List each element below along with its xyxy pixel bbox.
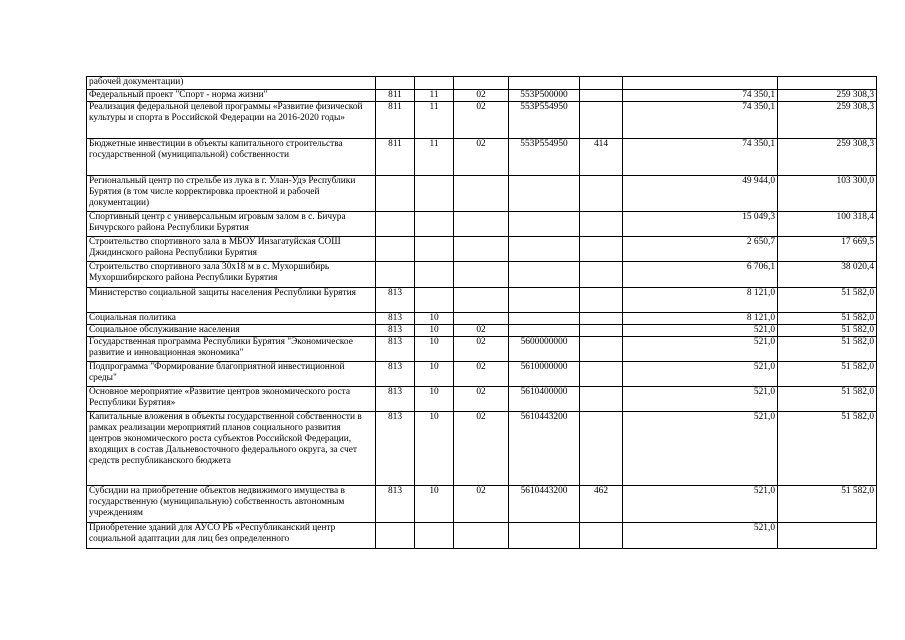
row-name-cell: Социальная политика [87,313,376,325]
table-row [87,139,877,176]
table-row [87,362,877,387]
subsection-cell [454,288,509,313]
amount-2020-cell: 521,0 [623,387,778,412]
ministry-code-cell: 811 [376,139,415,176]
row-name-cell: Приобретение зданий для АУСО РБ «Республиканский центр социальной адаптации для лиц без определенного [87,523,376,549]
expense-type-cell [580,237,623,262]
table-row [87,486,877,523]
ministry-code-cell: 811 [376,90,415,102]
subsection-cell: 02 [454,387,509,412]
ministry-code-cell [376,523,415,549]
expense-type-cell: 462 [580,486,623,523]
section-cell [415,288,454,313]
expense-type-cell [580,77,623,90]
subsection-cell: 02 [454,102,509,139]
amount-2020-cell: 521,0 [623,325,778,337]
target-article-cell: 5610443200 [509,486,580,523]
ministry-code-cell [376,212,415,237]
section-cell [415,77,454,90]
amount-2020-cell: 8 121,0 [623,288,778,313]
ministry-code-cell [376,262,415,288]
table-row [87,212,877,237]
ministry-code-cell: 813 [376,288,415,313]
target-article-cell: 5610000000 [509,362,580,387]
amount-2021-cell: 100 318,4 [778,212,877,237]
ministry-code-cell [376,77,415,90]
row-name-cell: Субсидии на приобретение объектов недвижимого имущества в государственную (муниципальную) собственность автономным учреждениям [87,486,376,523]
amount-2020-cell: 6 706,1 [623,262,778,288]
expense-type-cell [580,176,623,212]
target-article-cell: 553P500000 [509,90,580,102]
table-row [87,237,877,262]
ministry-code-cell: 813 [376,412,415,486]
expense-type-cell [580,90,623,102]
subsection-cell [454,212,509,237]
row-name-cell: Бюджетные инвестиции в объекты капитального строительства государственной (муниципальной) собственности [87,139,376,176]
amount-2021-cell: 51 582,0 [778,486,877,523]
table-row [87,288,877,313]
row-name-cell: рабочей документации) [87,77,376,90]
ministry-code-cell: 813 [376,337,415,362]
expense-type-cell [580,362,623,387]
target-article-cell: 5610400000 [509,387,580,412]
ministry-code-cell: 811 [376,102,415,139]
ministry-code-cell: 813 [376,362,415,387]
row-name-cell: Реализация федеральной целевой программы «Развитие физической культуры и спорта в Российской Федерации на 2016-2020 годы» [87,102,376,139]
amount-2020-cell: 49 944,0 [623,176,778,212]
budget-table [86,76,877,549]
row-name-cell: Подпрограмма "Формирование благоприятной инвестиционной среды" [87,362,376,387]
table-row [87,523,877,549]
section-cell: 10 [415,486,454,523]
section-cell [415,262,454,288]
target-article-cell: 553P554950 [509,139,580,176]
budget-table-body [87,77,877,549]
row-name-cell: Федеральный проект "Спорт - норма жизни" [87,90,376,102]
subsection-cell [454,176,509,212]
row-name-cell: Региональный центр по стрельбе из лука в г. Улан-Удэ Республики Бурятия (в том числе корректировка проектной и рабочей документации) [87,176,376,212]
subsection-cell [454,313,509,325]
amount-2021-cell: 51 582,0 [778,362,877,387]
amount-2020-cell: 2 650,7 [623,237,778,262]
section-cell: 10 [415,412,454,486]
amount-2021-cell: 51 582,0 [778,325,877,337]
amount-2020-cell: 521,0 [623,412,778,486]
amount-2020-cell: 15 049,3 [623,212,778,237]
amount-2021-cell: 51 582,0 [778,337,877,362]
row-name-cell: Спортивный центр с универсальным игровым залом в с. Бичура Бичурского района Республики Бурятия [87,212,376,237]
amount-2020-cell: 8 121,0 [623,313,778,325]
amount-2021-cell [778,523,877,549]
subsection-cell [454,523,509,549]
amount-2020-cell: 74 350,1 [623,90,778,102]
section-cell: 10 [415,313,454,325]
section-cell: 10 [415,325,454,337]
target-article-cell [509,288,580,313]
subsection-cell: 02 [454,325,509,337]
section-cell: 11 [415,102,454,139]
amount-2021-cell: 51 582,0 [778,288,877,313]
expense-type-cell [580,325,623,337]
row-name-cell: Министерство социальной защиты населения Республики Бурятия [87,288,376,313]
ministry-code-cell: 813 [376,486,415,523]
table-row [87,77,877,90]
target-article-cell [509,212,580,237]
target-article-cell [509,77,580,90]
table-row [87,325,877,337]
expense-type-cell [580,412,623,486]
amount-2021-cell: 38 020,4 [778,262,877,288]
row-name-cell: Государственная программа Республики Бурятия "Экономическое развитие и инновационная экономика" [87,337,376,362]
table-row [87,387,877,412]
ministry-code-cell [376,176,415,212]
table-row [87,412,877,486]
subsection-cell: 02 [454,337,509,362]
section-cell: 10 [415,387,454,412]
row-name-cell: Строительство спортивного зала 30х18 м в с. Мухоршибирь Мухоршибирского района Республики Бурятия [87,262,376,288]
amount-2021-cell: 51 582,0 [778,412,877,486]
expense-type-cell [580,337,623,362]
subsection-cell: 02 [454,486,509,523]
target-article-cell: 5610443200 [509,412,580,486]
section-cell: 11 [415,139,454,176]
section-cell: 11 [415,90,454,102]
amount-2020-cell: 521,0 [623,337,778,362]
target-article-cell [509,262,580,288]
target-article-cell [509,176,580,212]
amount-2021-cell: 259 308,3 [778,102,877,139]
amount-2021-cell: 259 308,3 [778,90,877,102]
target-article-cell [509,237,580,262]
expense-type-cell [580,288,623,313]
expense-type-cell: 414 [580,139,623,176]
target-article-cell [509,325,580,337]
target-article-cell: 553P554950 [509,102,580,139]
ministry-code-cell [376,237,415,262]
subsection-cell: 02 [454,90,509,102]
expense-type-cell [580,262,623,288]
section-cell: 10 [415,337,454,362]
subsection-cell [454,262,509,288]
amount-2021-cell: 51 582,0 [778,313,877,325]
expense-type-cell [580,523,623,549]
amount-2020-cell: 521,0 [623,362,778,387]
expense-type-cell [580,212,623,237]
amount-2021-cell: 259 308,3 [778,139,877,176]
amount-2021-cell: 17 669,5 [778,237,877,262]
section-cell [415,523,454,549]
table-row [87,90,877,102]
ministry-code-cell: 813 [376,325,415,337]
row-name-cell: Социальное обслуживание населения [87,325,376,337]
target-article-cell [509,313,580,325]
subsection-cell: 02 [454,139,509,176]
subsection-cell [454,77,509,90]
amount-2021-cell: 103 300,0 [778,176,877,212]
table-row [87,102,877,139]
amount-2020-cell: 74 350,1 [623,102,778,139]
target-article-cell [509,523,580,549]
amount-2021-cell [778,77,877,90]
amount-2020-cell: 521,0 [623,486,778,523]
ministry-code-cell: 813 [376,313,415,325]
table-row [87,313,877,325]
section-cell: 10 [415,362,454,387]
subsection-cell: 02 [454,362,509,387]
expense-type-cell [580,387,623,412]
table-row [87,337,877,362]
ministry-code-cell: 813 [376,387,415,412]
subsection-cell [454,237,509,262]
section-cell [415,176,454,212]
table-row [87,176,877,212]
section-cell [415,237,454,262]
row-name-cell: Основное мероприятие «Развитие центров экономического роста Республики Бурятия» [87,387,376,412]
target-article-cell: 5600000000 [509,337,580,362]
expense-type-cell [580,102,623,139]
amount-2020-cell [623,77,778,90]
row-name-cell: Капитальные вложения в объекты государственной собственности в рамках реализации мероприятий планов социального развития центров экономического роста субъектов Российской Федерации, входящих в состав Дальневосточного федерального округа, за счет средств республиканского бюджета [87,412,376,486]
section-cell [415,212,454,237]
amount-2020-cell: 74 350,1 [623,139,778,176]
amount-2021-cell: 51 582,0 [778,387,877,412]
amount-2020-cell: 521,0 [623,523,778,549]
subsection-cell: 02 [454,412,509,486]
row-name-cell: Строительство спортивного зала в МБОУ Инзагатуйская СОШ Джидинского района Республики Бурятия [87,237,376,262]
table-row [87,262,877,288]
expense-type-cell [580,313,623,325]
